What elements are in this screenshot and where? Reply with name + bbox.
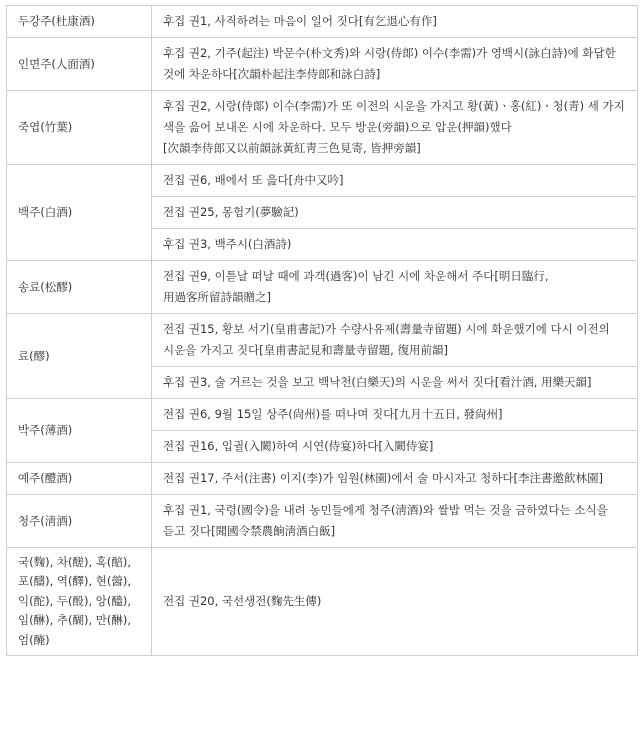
table-row xyxy=(7,165,638,197)
liquor-name-cell: 죽엽(竹葉) xyxy=(7,91,152,165)
work-reference-cell: 전집 권6, 9월 15일 상주(尙州)를 떠나며 짓다[九月十五日, 發尙州] xyxy=(152,399,638,431)
work-reference-cell: 전집 권16, 입궐(入闕)하여 시연(侍宴)하다[入闕侍宴] xyxy=(152,431,638,463)
liquor-name-cell: 국(麴), 차(醝), 혹(醅), 포(醻), 역(醳), 현(醟), 익(酡), 두(酘), 앙(醠), 임(醂), 추(醐), 만(醂), 엄(醃) xyxy=(7,548,152,656)
table-row xyxy=(7,38,638,91)
work-reference-cell: 전집 권9, 이튿날 떠날 때에 과객(過客)이 남긴 시에 차운해서 주다[明日臨行, 用過客所留詩韻贈之] xyxy=(152,261,638,314)
liquor-name-cell: 백주(白酒) xyxy=(7,165,152,261)
table-row xyxy=(7,463,638,495)
work-reference-cell: 전집 권6, 배에서 또 읊다[舟中又吟] xyxy=(152,165,638,197)
liquor-name-cell: 료(醪) xyxy=(7,314,152,399)
work-reference-cell: 후집 권2, 기주(起注) 박문수(朴文秀)와 시랑(侍郞) 이수(李需)가 영백시(詠白詩)에 화답한 것에 차운하다[次韻朴起注李侍郎和詠白詩] xyxy=(152,38,638,91)
work-reference-cell: 후집 권3, 술 거르는 것을 보고 백낙천(白樂天)의 시운을 써서 짓다[看汁酒, 用樂天韻] xyxy=(152,367,638,399)
work-reference-cell: 후집 권1, 사직하려는 마음이 일어 짓다[有乞退心有作] xyxy=(152,6,638,38)
liquor-name-cell: 예주(醴酒) xyxy=(7,463,152,495)
work-reference-cell: 후집 권2, 시랑(侍郞) 이수(李需)가 또 이전의 시운을 가지고 황(黃)ㆍ홍(紅)ㆍ청(靑) 세 가지 색을 읊어 보내온 시에 차운하다. 모두 방운(旁韻)으로 압운(押韻)했다[次韻李侍郎又以前韻詠黃紅靑三色見寄, 皆押旁韻] xyxy=(152,91,638,165)
table-row xyxy=(7,261,638,314)
table-row xyxy=(7,91,638,165)
table-row xyxy=(7,6,638,38)
work-reference-cell: 후집 권1, 국령(國令)을 내려 농민들에게 청주(淸酒)와 쌀밥 먹는 것을 금하였다는 소식을 듣고 짓다[聞國令禁農餉淸酒白飯] xyxy=(152,495,638,548)
liquor-references-table xyxy=(6,5,638,656)
work-reference-cell: 전집 권25, 몽험기(夢驗記) xyxy=(152,197,638,229)
liquor-name-cell: 인면주(人面酒) xyxy=(7,38,152,91)
table-row xyxy=(7,399,638,431)
work-reference-cell: 전집 권15, 황보 서기(皇甫書記)가 수량사유제(壽量寺留題) 시에 화운했기에 다시 이전의 시운을 가지고 짓다[皇甫書記見和壽量寺留題, 復用前韻] xyxy=(152,314,638,367)
liquor-name-cell: 박주(薄酒) xyxy=(7,399,152,463)
work-reference-cell: 후집 권3, 백주시(白酒詩) xyxy=(152,229,638,261)
liquor-name-cell: 청주(淸酒) xyxy=(7,495,152,548)
table-row xyxy=(7,314,638,367)
liquor-name-cell: 송료(松醪) xyxy=(7,261,152,314)
liquor-name-cell: 두강주(杜康酒) xyxy=(7,6,152,38)
work-reference-cell: 전집 권20, 국선생전(麴先生傳) xyxy=(152,548,638,656)
table-row xyxy=(7,548,638,656)
table-row xyxy=(7,495,638,548)
work-reference-cell: 전집 권17, 주서(注書) 이지(李)가 임원(林園)에서 술 마시자고 청하다[李注書邀飮林園] xyxy=(152,463,638,495)
